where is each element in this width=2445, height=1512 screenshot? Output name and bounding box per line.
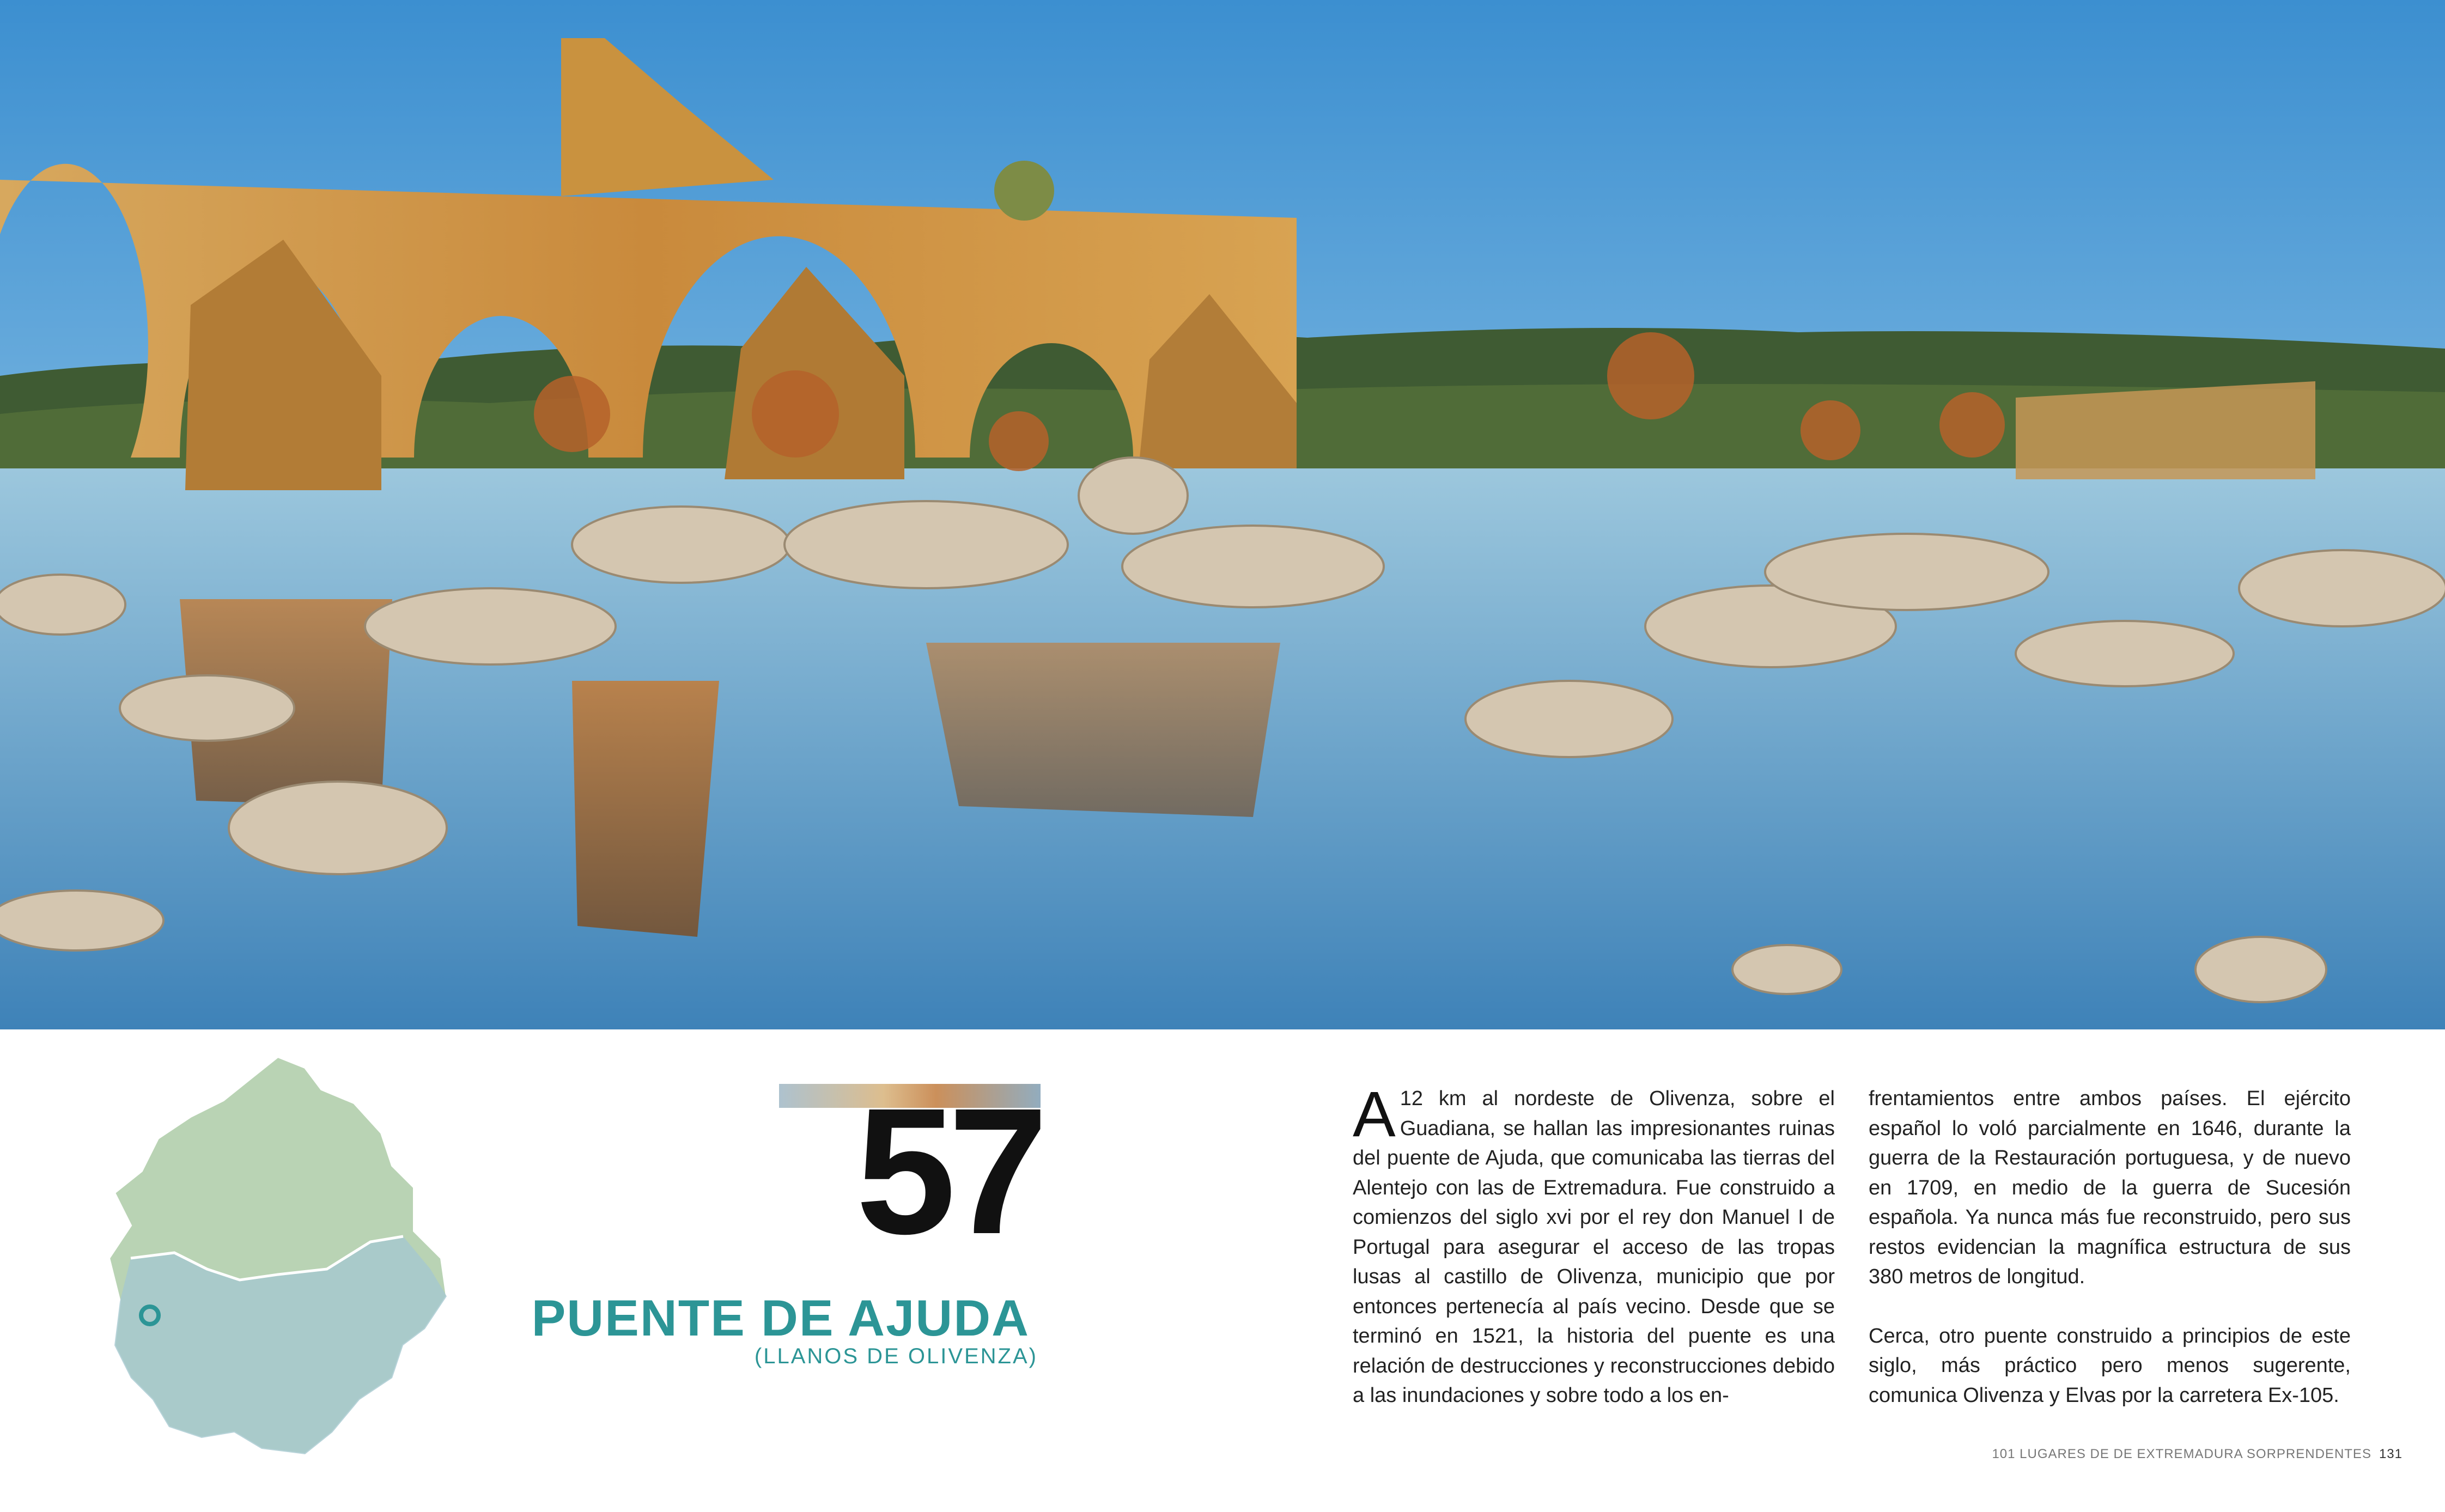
entry-subtitle: (LLANOS DE OLIVENZA)	[754, 1344, 1038, 1368]
body-text-col1: 12 km al nordeste de Olivenza, sobre el Guadiana, se hallan las impresionantes ruinas del puente de Ajuda, que comunicaba las tierras del Alentejo con las de Extremadura. Fue construido a comienzos del siglo xvi por el rey don Manuel I de Portugal para asegurar el acceso de las tropas lusas al castillo de Olivenza, municipio que por entonces pertenecía al país vecino. Desde que se terminó en 1521, la historia del puente es una relación de destrucciones y reconstrucciones debido a las inundaciones y sobre todo a los en-	[1353, 1087, 1835, 1407]
body-paragraph	[1353, 1078, 1835, 1411]
body-column-1	[1353, 1078, 1835, 1411]
entry-number: 57	[855, 1084, 1041, 1258]
body-paragraph-1: frentamientos entre ambos países. El ejército español lo voló parcialmente en 1646, durante la guerra de la Restauración portuguesa, y de nuevo en 1709, en medio de la guerra de Sucesión española. Ya nunca más fue reconstruido, pero sus restos evidencian la magnífica estructura de sus 380 metros de longitud.	[1869, 1087, 2351, 1288]
body-paragraph-2: Cerca, otro puente construido a principios de este siglo, más práctico pero menos sugerente, comunica Olivenza y Elvas por la carretera Ex-105.	[1869, 1324, 2351, 1407]
body-column-2	[1869, 1084, 2351, 1410]
page-number: 131	[2379, 1447, 2403, 1461]
drop-cap: A	[1353, 1078, 1396, 1150]
extremadura-map	[98, 1051, 458, 1465]
page-footer	[1934, 1447, 2403, 1462]
entry-title: PUENTE DE AJUDA	[531, 1289, 1030, 1346]
region-map-icon	[98, 1051, 458, 1465]
running-title: 101 LUGARES DE DE EXTREMADURA SORPRENDENTES	[1992, 1447, 2371, 1461]
